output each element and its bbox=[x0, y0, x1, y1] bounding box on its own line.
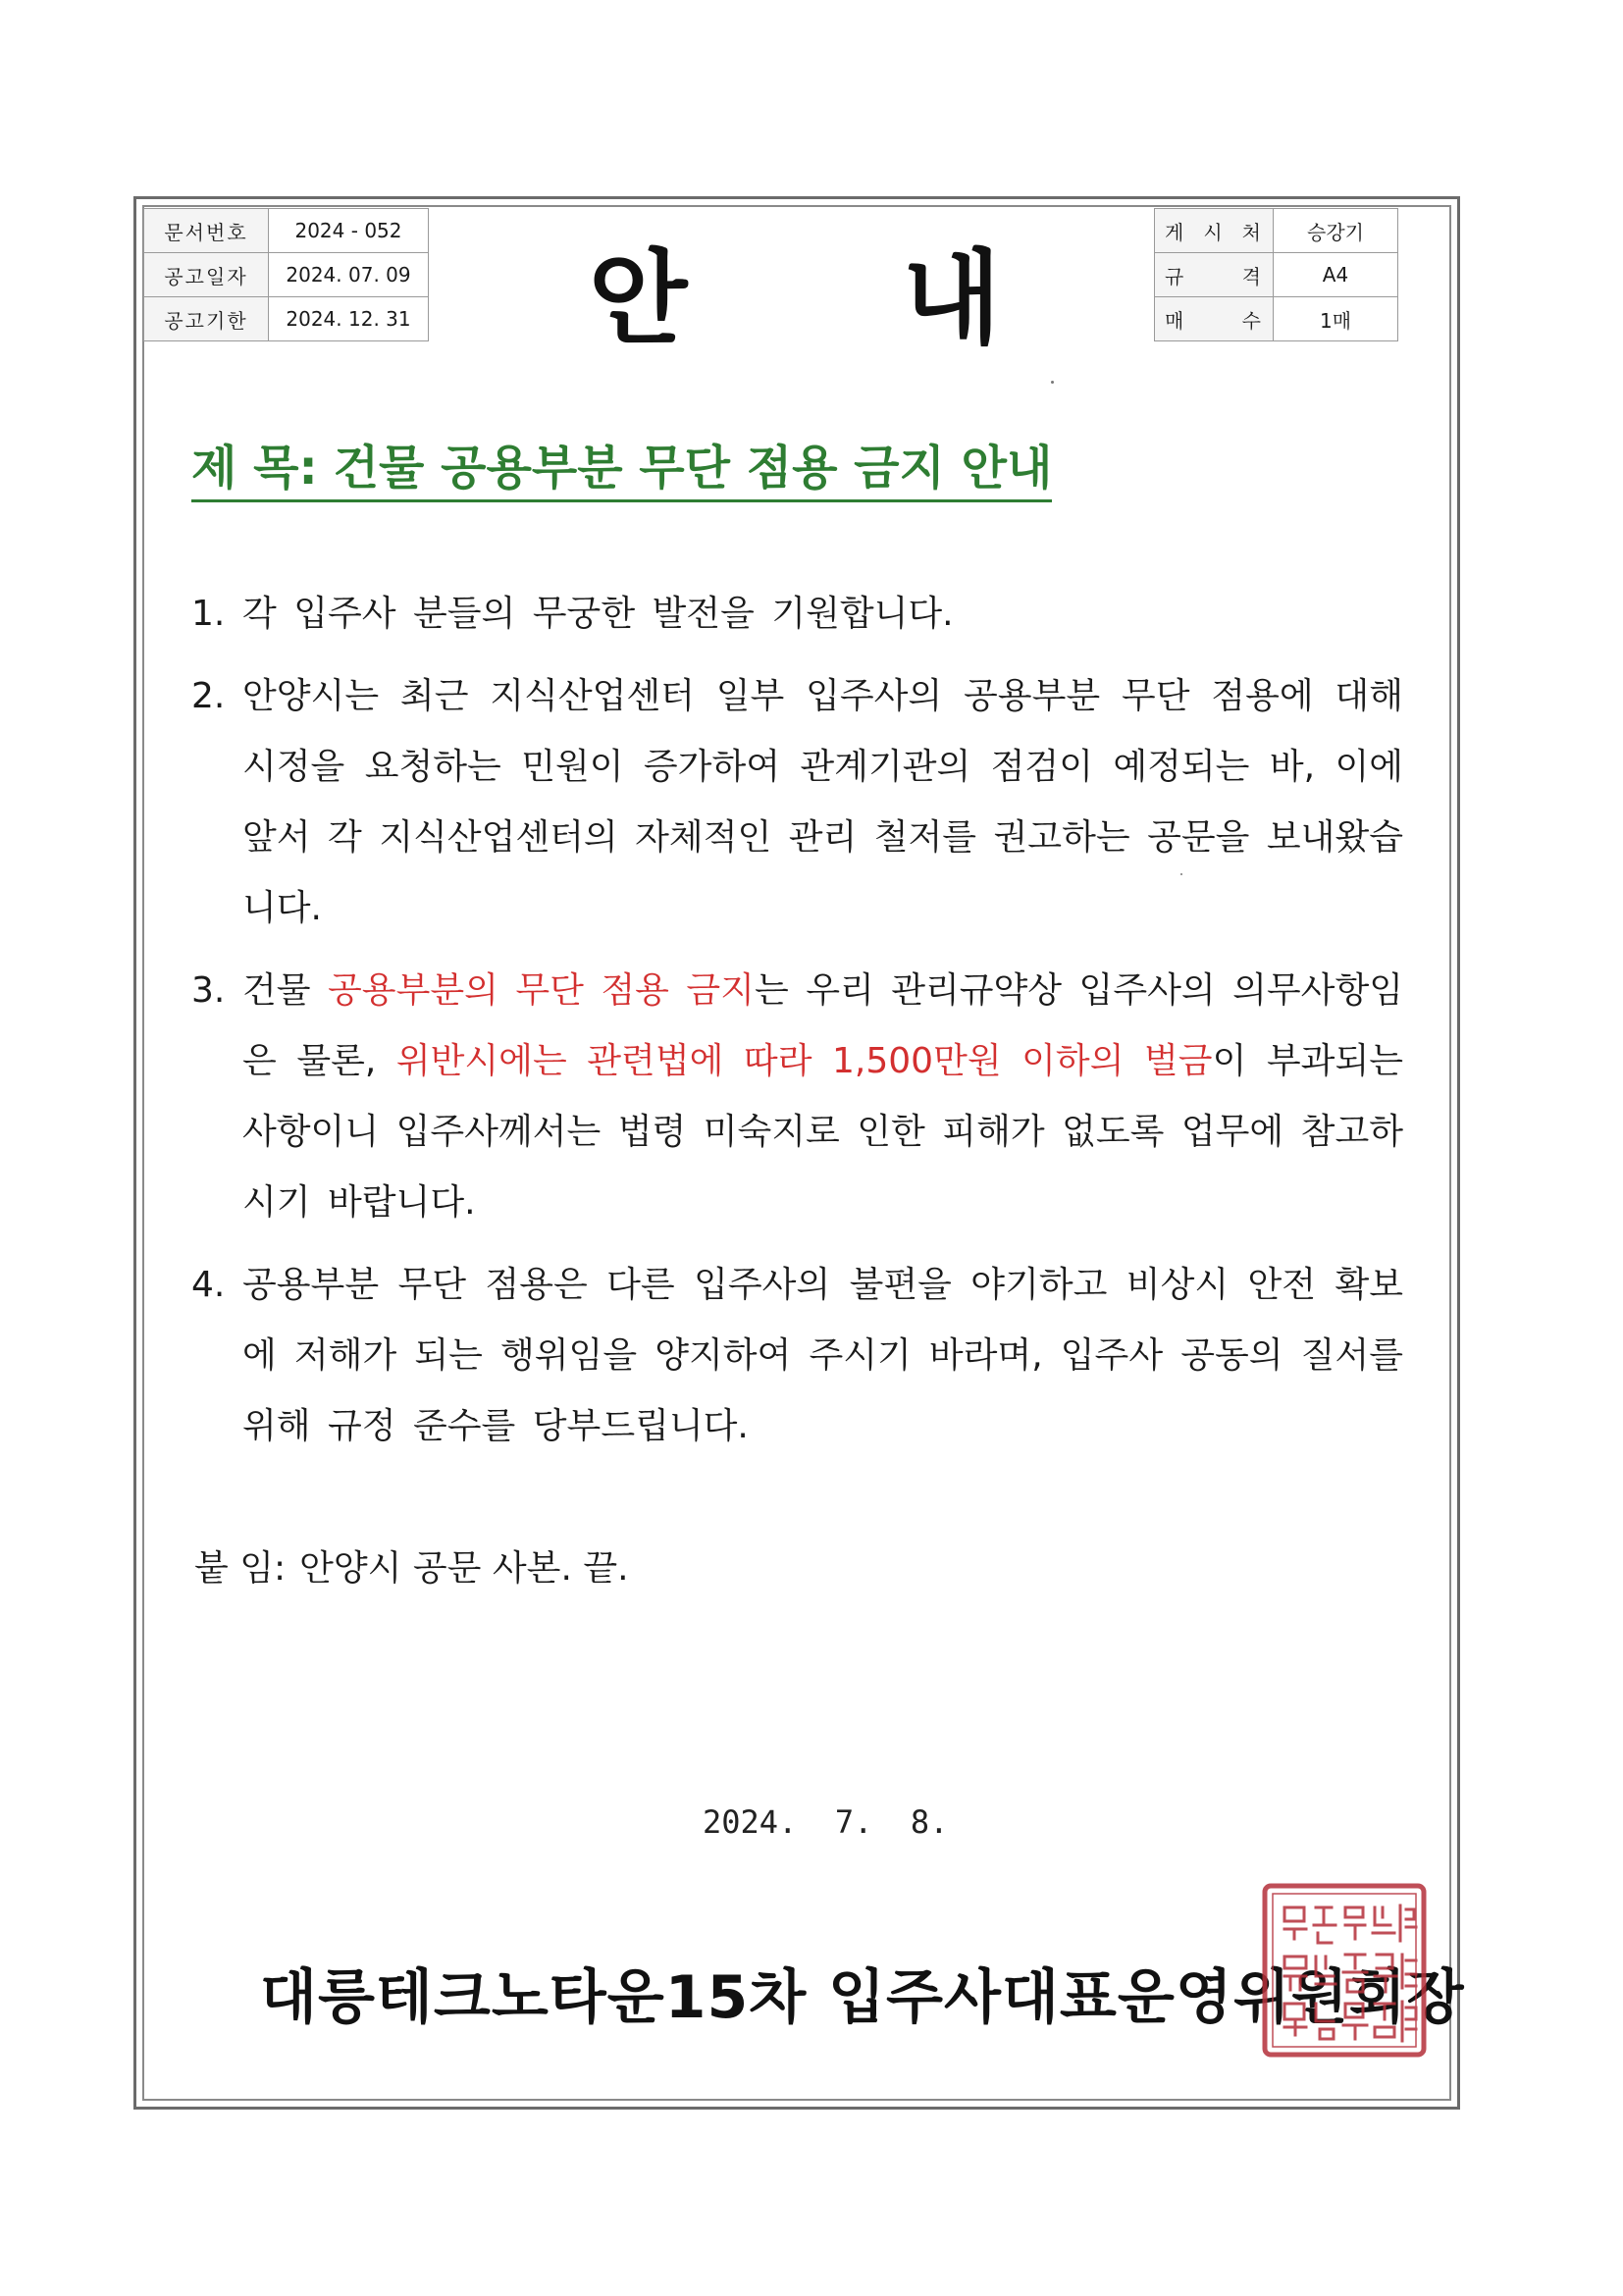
paragraph-number: 4. bbox=[191, 1265, 226, 1305]
paragraph-4 bbox=[191, 1250, 1403, 1462]
sheet-count-row bbox=[1155, 297, 1398, 341]
highlight-text: 공용부분의 무단 점용 금지 bbox=[328, 970, 755, 1011]
paragraph-number: 1. bbox=[191, 594, 226, 634]
title-char-1: 안 bbox=[589, 238, 688, 358]
posting-place-row bbox=[1155, 209, 1398, 253]
notice-date-label: 공고일자 bbox=[144, 253, 269, 297]
subject-line bbox=[191, 430, 1052, 502]
posting-place-label: 게 시 처 bbox=[1155, 209, 1274, 253]
attachment-label: 붙 임: bbox=[194, 1548, 287, 1589]
scan-speck bbox=[1180, 873, 1182, 875]
paper-size-row bbox=[1155, 253, 1398, 297]
text-run: 건물 bbox=[242, 970, 329, 1011]
sheet-count-value: 1매 bbox=[1274, 297, 1398, 341]
notice-date-row bbox=[144, 253, 429, 297]
highlight-text: 위반시에는 관련법에 따라 1,500만원 이하의 벌금 bbox=[395, 1041, 1213, 1081]
notice-body bbox=[191, 579, 1403, 1474]
paragraph-text bbox=[242, 661, 1403, 944]
official-seal-icon bbox=[1261, 1882, 1428, 2059]
paragraph-1 bbox=[191, 579, 1403, 650]
organization-name: 대릉테크노타운15차 입주사대표운영위원회장 bbox=[260, 1963, 1465, 2032]
page-title bbox=[589, 221, 1001, 358]
notice-period-row bbox=[144, 297, 429, 341]
text-run: 공용부분 무단 점용은 다른 입주사의 불편을 야기하고 비상시 안전 확보에 저해가 되는 행위임을 양지하여 주시기 바라며, 입주사 공동의 질서를 위해 규정 준수를 당부드립니다. bbox=[242, 1265, 1403, 1446]
paragraph-text bbox=[242, 1250, 1403, 1462]
notice-period-label: 공고기한 bbox=[144, 297, 269, 341]
attachment-text: 안양시 공문 사본. 끝. bbox=[299, 1548, 629, 1589]
doc-number-row bbox=[144, 209, 429, 253]
doc-number-value: 2024 - 052 bbox=[269, 209, 429, 253]
subject-text: 건물 공용부분 무단 점용 금지 안내 bbox=[333, 441, 1053, 496]
paragraph-number: 3. bbox=[191, 970, 226, 1011]
text-run: 이 부과되는 사항이니 입주사께서는 법령 미숙지로 인한 피해가 없도록 업무에 참고하시기 바랍니다. bbox=[242, 1041, 1403, 1223]
posting-place-value: 승강기 bbox=[1274, 209, 1398, 253]
text-run: 는 우리 관리규약상 입주사의 의무사항임은 물론, bbox=[242, 970, 1403, 1081]
attachment-line bbox=[194, 1540, 629, 1591]
subject-label: 제 목: bbox=[191, 441, 318, 496]
text-run: 각 입주사 분들의 무궁한 발전을 기원합니다. bbox=[242, 594, 954, 634]
title-char-2: 내 bbox=[902, 238, 1001, 358]
paragraph-text bbox=[242, 956, 1403, 1238]
document-info-table bbox=[143, 208, 429, 341]
posting-info-table bbox=[1154, 208, 1398, 341]
notice-period-value: 2024. 12. 31 bbox=[269, 297, 429, 341]
paragraph-3 bbox=[191, 956, 1403, 1238]
paragraph-2 bbox=[191, 661, 1403, 944]
sheet-count-label: 매 수 bbox=[1155, 297, 1274, 341]
paper-size-label: 규 격 bbox=[1155, 253, 1274, 297]
paragraph-number: 2. bbox=[191, 676, 226, 716]
paragraph-text bbox=[242, 579, 1403, 650]
paper-size-value: A4 bbox=[1274, 253, 1398, 297]
notice-date-value: 2024. 07. 09 bbox=[269, 253, 429, 297]
scan-speck bbox=[1051, 381, 1054, 384]
text-run: 안양시는 최근 지식산업센터 일부 입주사의 공용부분 무단 점용에 대해 시정을 요청하는 민원이 증가하여 관계기관의 점검이 예정되는 바, 이에 앞서 각 지식산업센터의 자체적인 관리 철저를 권고하는 공문을 보내왔습니다. bbox=[242, 676, 1403, 928]
doc-number-label: 문서번호 bbox=[144, 209, 269, 253]
issue-date: 2024. 7. 8. bbox=[703, 1803, 949, 1841]
